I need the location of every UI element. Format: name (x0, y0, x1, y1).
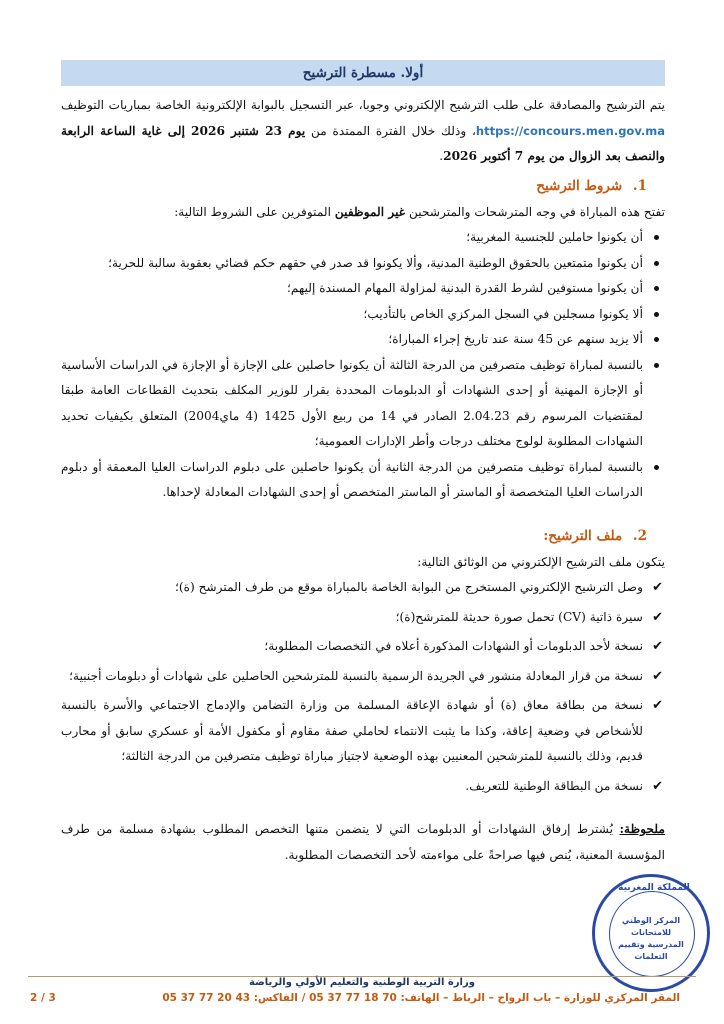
document-item (61, 634, 663, 660)
intro-text-2: ، وذلك خلال الفترة الممتدة من (311, 123, 476, 138)
footer-address: المقر المركزي للوزارة – باب الرواح – الرباط – الهاتف: 70 18 77 37 05 / الفاكس: 43 20 77 37 05 (162, 992, 680, 1004)
document-item (61, 605, 663, 631)
note-label: ملحوظة: (619, 822, 665, 836)
conditions-heading (61, 172, 647, 200)
official-stamp (592, 874, 710, 992)
document-item-text: نسخة من البطاقة الوطنية للتعريف. (465, 778, 643, 793)
check-icon: ✔ (652, 778, 663, 794)
file-heading (61, 522, 647, 550)
check-icon: ✔ (652, 609, 663, 625)
note-text: يُشترط إرفاق الشهادات أو الدبلومات التي لا يتضمن متنها التخصص المطلوب بشهادة مسلمة من طرف المؤسسة المعنية، يُنص فيها صراحةً على مواءمته لأحد التخصصات المطلوبة. (61, 822, 665, 862)
document-item-text: نسخة من بطاقة معاق (ة) أو شهادة الإعاقة المسلمة من وزارة التضامن والإدماج الاجتماعي والأسرة بالنسبة للأشخاص في وضعية إعاقة، وكذا ما يثبت الانتماء لحاملي صفة مقاوم أو مكفول الأمة أو عسكري سابق أو محارب قديم، وذلك بالنسبة للمترشحين المعنيين بهذه الوضعية لاجتياز مباراة توظيف متصرفين من الدرجة الثالثة؛ (61, 698, 643, 763)
conditions-heading-text: شروط الترشيح (536, 177, 623, 194)
stamp-top-text: المملكة المغربية (618, 883, 690, 893)
conditions-intro-bold: غير الموظفين (334, 204, 406, 219)
conditions-intro-a: تفتح هذه المباراة في وجه المترشحات والمترشحين (409, 204, 665, 219)
document-item (61, 664, 663, 690)
file-heading-text: ملف الترشيح: (543, 527, 623, 544)
check-icon: ✔ (652, 668, 663, 684)
portal-link[interactable]: https://concours.men.gov.ma (475, 123, 665, 138)
document-item-text: وصل الترشيح الإلكتروني المستخرج من البوابة الخاصة بالمباراة موقع من طرف المترشح (ة)؛ (174, 580, 643, 594)
deadline-text: يوم 23 شتنبر 2026 إلى غاية الساعة الرابعة والنصف بعد الزوال من يوم 7 أكتوبر 2026 (61, 123, 665, 163)
check-icon: ✔ (652, 698, 663, 713)
conditions-intro-b: المتوفرين على الشروط التالية: (174, 204, 331, 219)
condition-item: أن يكونوا حاملين للجنسية المغربية؛ (61, 225, 643, 251)
document-item-text: سيرة ذاتية (CV) تحمل صورة حديثة للمترشح(ة)؛ (395, 609, 643, 624)
condition-item: بالنسبة لمباراة توظيف متصرفين من الدرجة الثانية أن يكونوا حاصلين على دبلوم الدراسات العليا المعمقة أو دبلوم الدراسات العليا المتخصصة أو الماستر أو الماستر المتخصص أو إحدى الشهادات المعادلة لإحداها. (61, 455, 643, 506)
intro-paragraph (61, 93, 665, 170)
conditions-number: 1. (632, 177, 647, 194)
document-item-text: نسخة من قرار المعادلة منشور في الجريدة الرسمية بالنسبة للمترشحين الحاصلين على شهادات أو دبلومات أجنبية؛ (69, 668, 643, 683)
document-item (61, 575, 663, 601)
conditions-intro (61, 200, 665, 226)
file-documents-list (61, 575, 665, 799)
condition-item: أن يكونوا متمتعين بالحقوق الوطنية المدنية، وألا يكونوا قد صدر في حقهم حكم قضائي بعقوبة سالبة للحرية؛ (61, 251, 643, 277)
document-item (61, 774, 663, 800)
intro-text-1: يتم الترشيح والمصادقة على طلب الترشيح الإلكتروني وجوبا، عبر التسجيل بالبوابة الإلكترونية الخاصة بمباريات التوظيف (61, 98, 665, 112)
condition-item: ألا يكونوا مسجلين في السجل المركزي الخاص بالتأديب؛ (61, 302, 643, 328)
file-intro: يتكون ملف الترشيح الإلكتروني من الوثائق التالية: (417, 554, 665, 569)
document-item (61, 693, 663, 770)
note-paragraph (61, 817, 665, 868)
document-body (61, 93, 665, 868)
condition-item: ألا يزيد سنهم عن 45 سنة عند تاريخ إجراء المباراة؛ (61, 327, 643, 353)
page-number: 2 / 3 (30, 992, 56, 1004)
check-icon: ✔ (652, 580, 663, 595)
check-icon: ✔ (652, 639, 663, 654)
condition-item: بالنسبة لمباراة توظيف متصرفين من الدرجة الثالثة أن يكونوا حاصلين على الإجازة أو الإجازة في الدراسات الأساسية أو الإجازة المهنية أو إحدى الشهادات أو الدبلومات المحددة بقرار للوزير المكلف بتحديث القطاعات العامة طبقا لمقتضيات المرسوم رقم 2.04.23 الصادر في 14 من ربيع الأول 1425 (4 ماي2004) المتعلق بكيفيات تحديد الشهادات المطلوبة لولوج مختلف درجات وأطر الإدارات العمومية؛ (61, 353, 643, 455)
file-number: 2. (632, 527, 647, 544)
footer-ministry: وزارة التربية الوطنية والتعليم الأولي والرياضة (249, 977, 475, 988)
conditions-list (61, 225, 665, 506)
document-item-text: نسخة لأحد الدبلومات أو الشهادات المذكورة أعلاه في التخصصات المطلوبة؛ (264, 639, 643, 653)
spacer (61, 506, 665, 520)
spacer (61, 803, 665, 817)
stamp-center-text: المركز الوطني للامتحانات المدرسية وتقييم التعلمات (618, 916, 684, 961)
condition-item: أن يكونوا مستوفين لشرط القدرة البدنية لمزاولة المهام المسندة إليهم؛ (61, 276, 643, 302)
section-title-bar: أولا. مسطرة الترشيح (61, 60, 665, 86)
intro-end: . (439, 149, 444, 163)
